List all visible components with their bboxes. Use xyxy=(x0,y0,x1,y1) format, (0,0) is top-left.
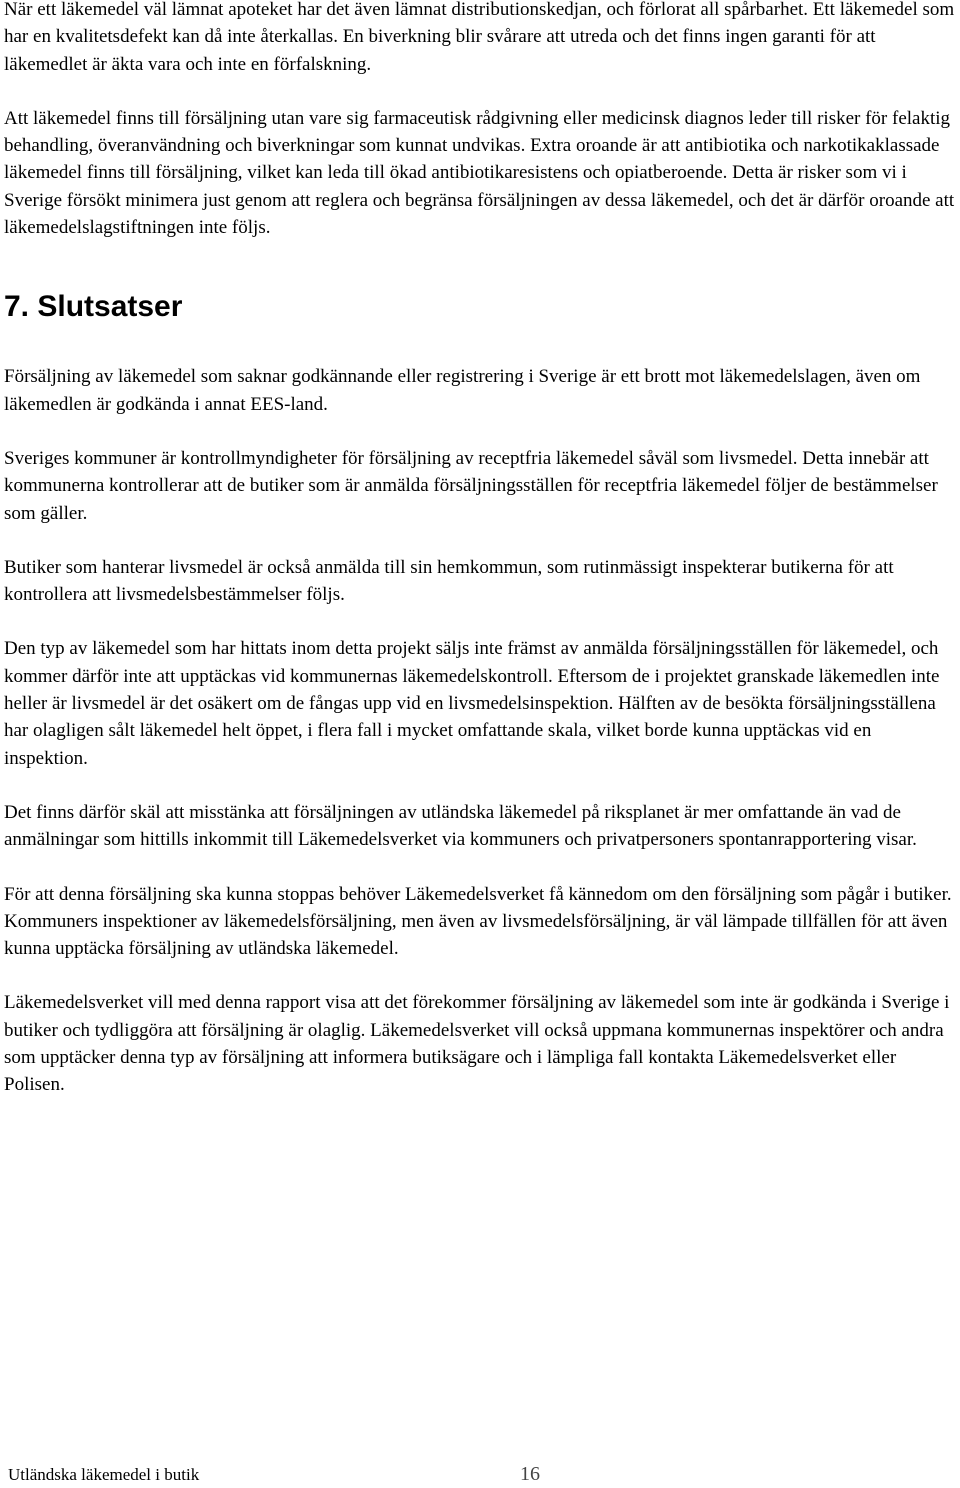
page-footer xyxy=(8,1462,948,1488)
body-paragraph: Försäljning av läkemedel som saknar godkännande eller registrering i Sverige är ett brott mot läkemedelslagen, även om läkemedlen är godkända i annat EES-land. xyxy=(4,366,921,415)
body-paragraph: Den typ av läkemedel som har hittats inom detta projekt säljs inte främst av anmälda försäljningsställen för läkemedel, och kommer därför inte att upptäckas vid kommunernas läkemedelskontroll. Eftersom de i projektet granskade läkemedlen inte heller är livsmedel är det osäkert om de fångas upp vid en livsmedelsinspektion. Hälften av de besökta försäljningsställena har olagligen sålt läkemedel helt öppet, i flera fall i mycket omfattande skala, vilket borde kunna upptäckas vid en inspektion. xyxy=(4,638,940,769)
document-page xyxy=(4,0,956,1099)
body-paragraph: Det finns därför skäl att misstänka att försäljningen av utländska läkemedel på riksplanet är mer omfattande än vad de anmälningar som hittills inkommit till Läkemedelsverket via kommuners och privatpersoners spontanrapportering visar. xyxy=(4,801,917,851)
body-paragraph: Butiker som hanterar livsmedel är också anmälda till sin hemkommun, som rutinmässigt inspekterar butikerna för att kontrollera att livsmedelsbestämmelser följs. xyxy=(4,556,894,606)
body-paragraph: När ett läkemedel väl lämnat apoteket har det även lämnat distributionskedjan, och förlorat all spårbarhet. Ett läkemedel som har en kvalitetsdefekt kan då inte återkallas. En biverkning blir svårare att utreda och det finns ingen garanti för att läkemedlet är äkta vara och inte en förfalskning. xyxy=(4,0,955,75)
body-paragraph: Att läkemedel finns till försäljning utan vare sig farmaceutisk rådgivning eller medicinsk diagnos leder till risker för felaktig behandling, överanvändning och biverkningar som kunnat undvikas. Extra oroande är att antibiotika och narkotikaklassade läkemedel finns till försäljning, vilket kan leda till ökad antibiotikaresistens och opiatberoende. Detta är risker som vi i Sverige försökt minimera just genom att reglera och begränsa försäljningen av dessa läkemedel, och det är därför oroande att läkemedelslagstiftningen inte följs. xyxy=(4,107,955,239)
body-paragraph: För att denna försäljning ska kunna stoppas behöver Läkemedelsverket få kännedom om den försäljning som pågår i butiker. Kommuners inspektioner av läkemedelsförsäljning, men även av livsmedelsförsäljning, är väl lämpade tillfällen för att även kunna upptäcka försäljning av utländska läkemedel. xyxy=(4,883,952,960)
section-heading: 7. Slutsatser xyxy=(4,290,183,324)
body-paragraph: Sveriges kommuner är kontrollmyndigheter för försäljning av receptfria läkemedel såväl som livsmedel. Detta innebär att kommunerna kontrollerar att de butiker som är anmälda försäljningsställen för receptfria läkemedel följer de bestämmelser som gäller. xyxy=(4,447,938,524)
footer-page-number: 16 xyxy=(520,1463,540,1485)
footer-document-title: Utländska läkemedel i butik xyxy=(8,1465,200,1484)
body-paragraph: Läkemedelsverket vill med denna rapport visa att det förekommer försäljning av läkemedel som inte är godkända i Sverige i butiker och tydliggöra att försäljning är olaglig. Läkemedelsverket vill också uppmana kommunernas inspektörer och andra som upptäcker denna typ av försäljning att informera butiksägare och i lämpliga fall kontakta Läkemedelsverket eller Polisen. xyxy=(4,992,950,1096)
